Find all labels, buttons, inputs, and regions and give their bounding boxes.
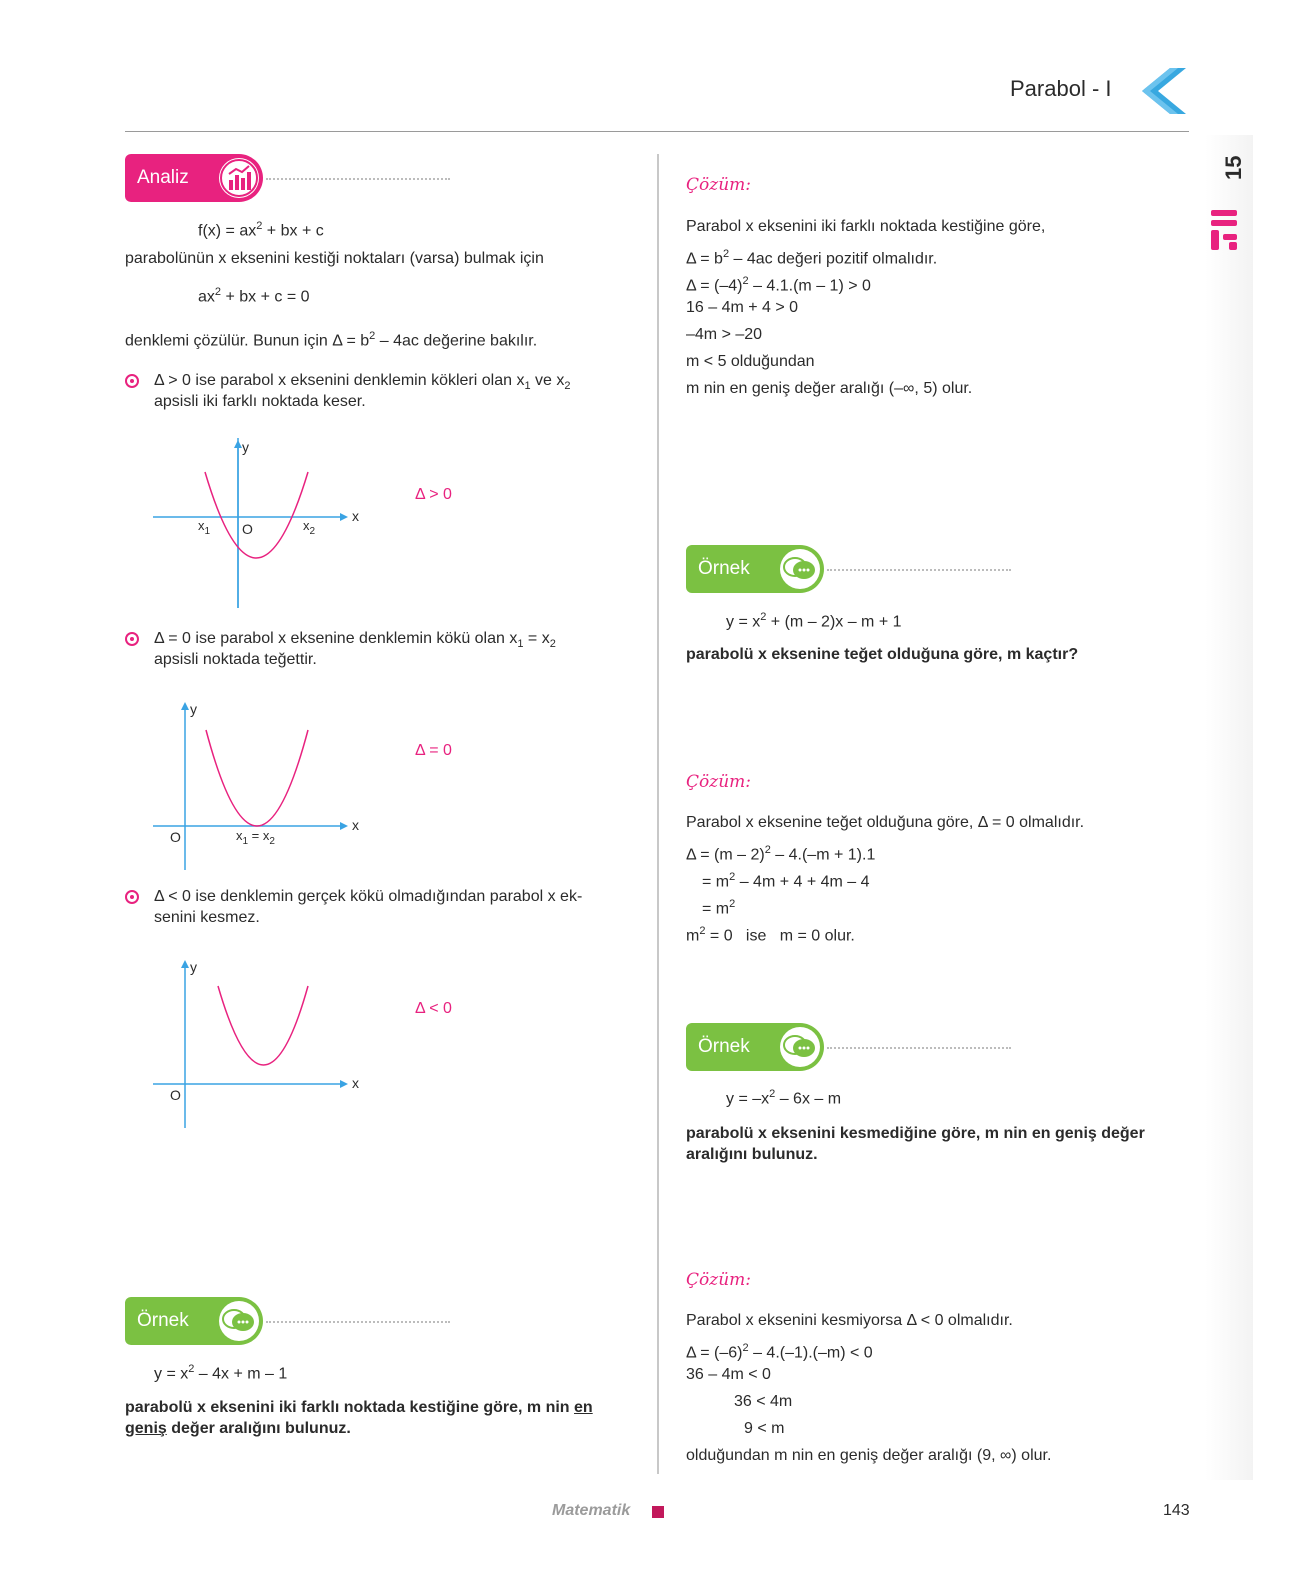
solution3-line: 9 < m	[744, 1420, 785, 1437]
svg-text:y: y	[190, 959, 197, 975]
svg-text:x: x	[352, 508, 359, 524]
solution3-line: olduğundan m nin en geniş değer aralığı (9, ∞) olur.	[686, 1447, 1052, 1464]
speech-bubbles-icon	[219, 1301, 259, 1341]
svg-text:x: x	[352, 817, 359, 833]
solution2-line: $m^2 = 0$ ise m = 0 olur.	[686, 925, 855, 945]
label-delta-negative: Δ < 0	[415, 1000, 452, 1017]
svg-text:x2: $x_2$	[303, 518, 316, 537]
cozum-heading: Çözüm:	[686, 175, 751, 195]
solution1-line: m nin en geniş değer aralığı (–∞, 5) olur.	[686, 380, 973, 397]
solution3-line: 36 < 4m	[734, 1393, 793, 1410]
svg-text:x1 = x2: $x_1 = x_2$	[236, 828, 275, 847]
function-definition: $f(x) = ax^2$ + bx + c	[198, 220, 324, 240]
graph-delta-zero	[148, 700, 368, 875]
fasikul-tab	[1203, 150, 1253, 260]
example3-question-line1: parabolü x eksenini kesmediğine göre, m nin en geniş değer	[686, 1125, 1145, 1142]
solution1-line: Parabol x eksenini iki farklı noktada kestiğine göre,	[686, 218, 1046, 235]
ornek-badge	[125, 1297, 263, 1345]
svg-text:x1: $x_1$	[198, 518, 211, 537]
solution2-line: = $m^2$	[702, 898, 736, 918]
svg-text:O: O	[242, 521, 253, 537]
solution3-line: 36 – 4m < 0	[686, 1366, 771, 1383]
graph-delta-positive	[148, 438, 368, 613]
bullet3-line2: senini kesmez.	[154, 909, 260, 926]
graph-delta-negative	[148, 958, 368, 1133]
intro-line: parabolünün x eksenini kestiği noktaları (varsa) bulmak için	[125, 250, 544, 267]
bullet2-line2: apsisli noktada teğettir.	[154, 651, 317, 668]
svg-text:y: y	[242, 439, 249, 455]
solution3-line: Parabol x eksenini kesmiyorsa Δ < 0 olmalıdır.	[686, 1312, 1013, 1329]
example2-question: parabolü x eksenine teğet olduğuna göre, m kaçtır?	[686, 646, 1079, 663]
solution1-line: m < 5 olduğundan	[686, 353, 815, 370]
bullet-icon	[125, 374, 139, 388]
solution1-line: –4m > –20	[686, 326, 763, 343]
solution2-line: Parabol x eksenine teğet olduğuna göre, Δ = 0 olmalıdır.	[686, 814, 1085, 831]
dotted-rule	[827, 1047, 1011, 1049]
chevron-left-icon	[1128, 66, 1188, 116]
solution3-line: $\Delta = (-6)^2 - 4.(-1).(-m) < 0$	[686, 1342, 873, 1362]
speech-bubbles-icon	[780, 549, 820, 589]
dotted-rule	[266, 1321, 450, 1323]
bullet1-line2: apsisli iki farklı noktada keser.	[154, 393, 366, 410]
svg-text:x: x	[352, 1075, 359, 1091]
example3-question-line2: aralığını bulunuz.	[686, 1146, 818, 1163]
cozum-heading: Çözüm:	[686, 772, 751, 792]
fasikul-number: 15	[1221, 155, 1246, 180]
bullet-icon	[125, 632, 139, 646]
solution2-line: = $m^2 - 4m + 4 + 4m - 4$	[702, 871, 870, 891]
header-divider	[125, 131, 1189, 132]
svg-text:O: O	[170, 829, 181, 845]
solution1-line: $\Delta = (-4)^2 - 4.1.(m - 1) > 0$	[686, 275, 871, 295]
cozum-heading: Çözüm:	[686, 1270, 751, 1290]
footer-square-icon	[652, 1506, 664, 1518]
bullet2-line1: Δ = 0 ise parabol x eksenine denklemin kökü olan $x_1 = x_2$	[154, 630, 556, 651]
example2-equation: $y = x^2 + (m - 2)x - m + 1$	[726, 611, 902, 631]
ornek-label: Örnek	[137, 1310, 189, 1331]
solution1-line: $\Delta = b^2 - 4ac$ değeri pozitif olmalıdır.	[686, 248, 938, 268]
solution2-line: Δ = (m – 2)$^2$ – 4.(–m + 1).1	[686, 844, 876, 864]
solution1-line: 16 – 4m + 4 > 0	[686, 299, 799, 316]
column-divider	[657, 154, 659, 1474]
analiz-badge	[125, 154, 263, 202]
ornek-label: Örnek	[698, 558, 750, 579]
speech-bubbles-icon	[780, 1027, 820, 1067]
bullet-icon	[125, 890, 139, 904]
example1-equation: $y = x^2 - 4x + m - 1$	[154, 1363, 288, 1383]
label-delta-zero: Δ = 0	[415, 742, 452, 759]
footer-subject: Matematik	[552, 1502, 631, 1519]
dotted-rule	[827, 569, 1011, 571]
side-strip	[1205, 135, 1253, 1480]
example3-equation: $y = -x^2 - 6x - m$	[726, 1088, 842, 1108]
ornek-label: Örnek	[698, 1036, 750, 1057]
example1-question-line2: geniş değer aralığını bulunuz.	[125, 1420, 351, 1437]
chart-icon	[219, 158, 259, 198]
page-title: Parabol - I	[1010, 76, 1112, 101]
fasikul-label-icon	[1211, 210, 1237, 250]
quadratic-equation: $ax^2$ + bx + c = 0	[198, 286, 310, 306]
example1-question-line1: parabolü x eksenini iki farklı noktada kestiğine göre, m nin en	[125, 1399, 593, 1416]
bullet1-line1: Δ > 0 ise parabol x eksenini denklemin kökleri olan $x_1$ ve $x_2$	[154, 372, 571, 393]
page-number: 143	[1163, 1502, 1190, 1519]
analiz-label: Analiz	[137, 167, 189, 188]
ornek-badge	[686, 1023, 824, 1071]
dotted-rule	[266, 178, 450, 180]
discriminant-line: denklemi çözülür. Bunun için $\Delta = b^2 - 4ac$ değerine bakılır.	[125, 330, 538, 350]
ornek-badge	[686, 545, 824, 593]
svg-text:O: O	[170, 1087, 181, 1103]
bullet3-line1: Δ < 0 ise denklemin gerçek kökü olmadığından parabol x ek-	[154, 888, 583, 905]
label-delta-positive: Δ > 0	[415, 486, 452, 503]
svg-text:y: y	[190, 701, 197, 717]
